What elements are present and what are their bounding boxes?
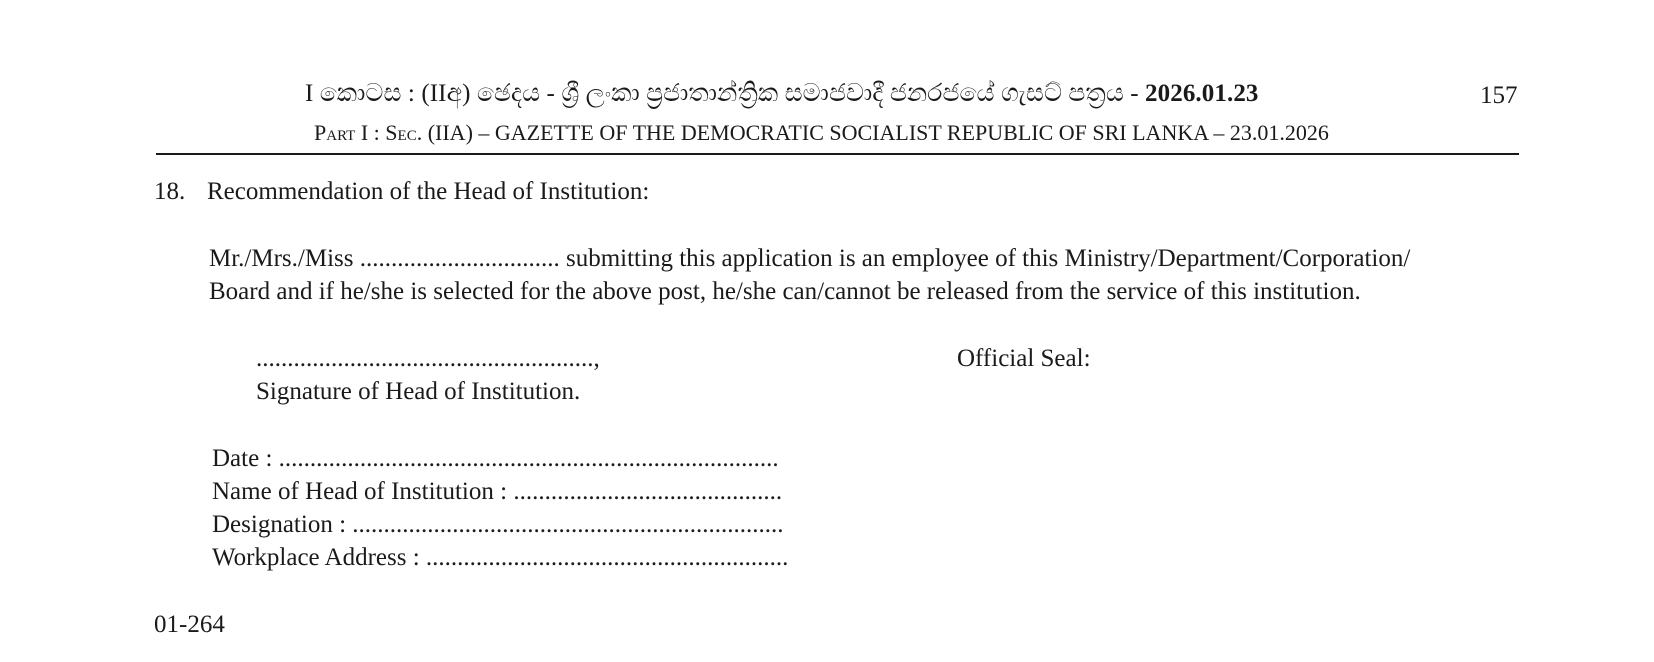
english-header-part: Part (314, 120, 356, 145)
designation-field: Designation : ..................................................................... (212, 511, 784, 538)
page-number: 157 (1480, 82, 1518, 109)
english-header-rest: (IIA) – GAZETTE OF THE DEMOCRATIC SOCIALIST REPUBLIC OF SRI LANKA – 23.01.2026 (427, 120, 1329, 145)
signature-label: Signature of Head of Institution. (256, 378, 581, 405)
english-header-part-num: I : (360, 120, 380, 145)
head-name-field: Name of Head of Institution : ........................................... (212, 478, 783, 505)
sinhala-header-title: I කොටස : (IIඅ) ඡෙදය - ශ්‍රී ලංකා ප්‍රජාතාන්ත්‍රික සමාජවාදී ජනරජයේ ගැසට් පත්‍රය - (305, 80, 1146, 107)
sinhala-header (305, 80, 1259, 108)
signature-line: ......................................................, (256, 345, 600, 372)
paragraph-line-2: Board and if he/she is selected for the above post, he/she can/cannot be released from the service of this institution. (209, 278, 1361, 305)
section-title: Recommendation of the Head of Institution: (207, 178, 650, 205)
header-divider (156, 153, 1519, 155)
paragraph-line-1: Mr./Mrs./Miss ................................ submitting this application is an employee of this Ministry/Department/Corporation/ (209, 245, 1411, 272)
reference-code: 01-264 (154, 611, 225, 638)
sinhala-header-date: 2026.01.23 (1145, 80, 1259, 107)
english-header-sec: Sec. (385, 120, 423, 145)
date-field: Date : ................................................................................ (212, 445, 779, 472)
english-header (314, 120, 1329, 146)
workplace-address-field: Workplace Address : .......................................................... (212, 544, 789, 571)
section-number: 18. (154, 178, 186, 205)
official-seal-label: Official Seal: (957, 345, 1091, 372)
